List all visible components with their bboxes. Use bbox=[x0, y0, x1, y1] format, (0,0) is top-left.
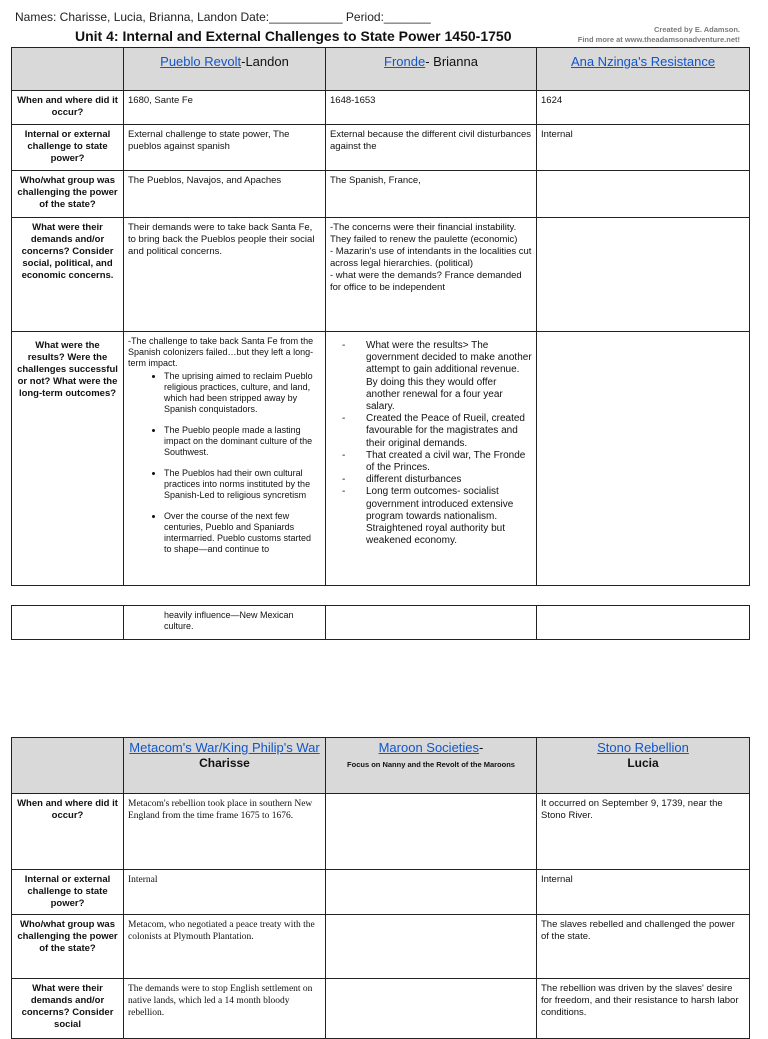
col-header-ana-nzinga bbox=[537, 48, 750, 91]
metacom-war-link[interactable]: Metacom's War/King Philip's War bbox=[129, 740, 320, 755]
list-item: • The Pueblos had their own cultural practices into norms instituted by the Spanish-Led to religious syncretism bbox=[164, 468, 321, 501]
continuation-nzinga-cell bbox=[537, 606, 750, 640]
fronde-author: - Brianna bbox=[425, 54, 478, 69]
row-label-who: Who/what group was challenging the power of the state? bbox=[12, 171, 124, 218]
stono-author: Lucia bbox=[627, 756, 659, 770]
maroon-suffix: - bbox=[479, 740, 484, 755]
cell-who-metacom: Metacom, who negotiated a peace treaty with the colonists at Plymouth Plantation. bbox=[124, 915, 326, 979]
cell-when-pueblo: 1680, Sante Fe bbox=[124, 91, 326, 125]
list-item: - What were the results> The government decided to make another attempt to gain additional revenue. By doing this they would offer another renewal for a four year salary. bbox=[354, 340, 532, 413]
cell-internal-maroon bbox=[326, 870, 537, 915]
challenges-table-1 bbox=[11, 47, 750, 586]
stono-rebellion-link[interactable]: Stono Rebellion bbox=[597, 740, 689, 755]
cell-who-stono: The slaves rebelled and challenged the power of the state. bbox=[537, 915, 750, 979]
fronde-demand-line: -The concerns were their financial instability. They failed to renew the paulette (economic) bbox=[330, 222, 518, 245]
cell-who-nzinga bbox=[537, 171, 750, 218]
credit-line-2: Find more at www.theadamsonadventure.net! bbox=[577, 35, 740, 44]
fronde-link[interactable]: Fronde bbox=[384, 54, 426, 69]
corner-cell bbox=[12, 738, 124, 794]
cell-who-pueblo: The Pueblos, Navajos, and Apaches bbox=[124, 171, 326, 218]
row-label-internal: Internal or external challenge to state power? bbox=[12, 125, 124, 171]
row-label-results: What were the results? Were the challenges successful or not? What were the long-term outcomes? bbox=[12, 332, 124, 586]
corner-cell bbox=[12, 48, 124, 91]
fronde-results-list bbox=[330, 340, 532, 547]
cell-who-maroon bbox=[326, 915, 537, 979]
continuation-table bbox=[11, 605, 750, 640]
cell-results-nzinga bbox=[537, 332, 750, 586]
cell-internal-pueblo: External challenge to state power, The pueblos against spanish bbox=[124, 125, 326, 171]
cell-when-fronde: 1648-1653 bbox=[326, 91, 537, 125]
names-date-period-line: Names: Charisse, Lucia, Brianna, Landon Date:___________ Period:_______ bbox=[15, 10, 431, 24]
cell-demands-maroon bbox=[326, 979, 537, 1039]
continuation-label-cell bbox=[12, 606, 124, 640]
continuation-fronde-cell bbox=[326, 606, 537, 640]
cell-internal-fronde: External because the different civil disturbances against the bbox=[326, 125, 537, 171]
cell-internal-stono: Internal bbox=[537, 870, 750, 915]
col-header-maroon bbox=[326, 738, 537, 794]
list-item: • Over the course of the next few centuries, Pueblo and Spaniards intermarried. Pueblo customs started to shape—and continue to bbox=[164, 511, 321, 555]
pueblo-revolt-link[interactable]: Pueblo Revolt bbox=[160, 54, 242, 69]
row-label-when: When and where did it occur? bbox=[12, 91, 124, 125]
maroon-societies-link[interactable]: Maroon Societies bbox=[378, 740, 480, 755]
continuation-text: heavily influence—New Mexican culture. bbox=[164, 610, 294, 631]
unit-title: Unit 4: Internal and External Challenges to State Power 1450-1750 bbox=[75, 28, 512, 44]
col-header-fronde bbox=[326, 48, 537, 91]
cell-when-maroon bbox=[326, 794, 537, 870]
cell-internal-metacom: Internal bbox=[124, 870, 326, 915]
fronde-demand-line: - Mazarin's use of intendants in the localities cut across legal hierarchies. (political) bbox=[330, 246, 532, 269]
cell-internal-nzinga: Internal bbox=[537, 125, 750, 171]
col-header-pueblo-revolt bbox=[124, 48, 326, 91]
pueblo-results-intro: -The challenge to take back Santa Fe from the Spanish colonizers failed…but they left a long-term impact. bbox=[128, 336, 314, 368]
continuation-pueblo-cell bbox=[124, 606, 326, 640]
list-item: • The uprising aimed to reclaim Pueblo religious practices, culture, and land, which had been stripped away by Spanish conquistadors. bbox=[164, 371, 321, 415]
pueblo-results-list bbox=[128, 371, 321, 555]
fronde-demand-line: - what were the demands? France demanded for office to be independent bbox=[330, 270, 522, 293]
list-item: • The Pueblo people made a lasting impact on the dominant culture of the Southwest. bbox=[164, 425, 321, 458]
cell-demands-pueblo: Their demands were to take back Santa Fe, to bring back the Pueblos people their social and political concerns. bbox=[124, 218, 326, 332]
cell-when-nzinga: 1624 bbox=[537, 91, 750, 125]
challenges-table-2 bbox=[11, 737, 750, 1039]
cell-demands-metacom: The demands were to stop English settlement on native lands, which led a 14 month bloody rebellion. bbox=[124, 979, 326, 1039]
cell-demands-fronde bbox=[326, 218, 537, 332]
cell-who-fronde: The Spanish, France, bbox=[326, 171, 537, 218]
cell-demands-stono: The rebellion was driven by the slaves' desire for freedom, and their resistance to harsh labor conditions. bbox=[537, 979, 750, 1039]
list-item: - That created a civil war, The Fronde of the Princes. bbox=[354, 450, 532, 474]
row-label-internal: Internal or external challenge to state power? bbox=[12, 870, 124, 915]
col-header-stono bbox=[537, 738, 750, 794]
list-item: - different disturbances bbox=[354, 474, 532, 486]
credit-line-1: Created by E. Adamson. bbox=[654, 25, 740, 34]
cell-results-fronde bbox=[326, 332, 537, 586]
row-label-demands: What were their demands and/or concerns? Consider social bbox=[12, 979, 124, 1039]
cell-when-metacom: Metacom's rebellion took place in southern New England from the time frame 1675 to 1676. bbox=[124, 794, 326, 870]
row-label-demands: What were their demands and/or concerns? Consider social, political, and economic concerns. bbox=[12, 218, 124, 332]
cell-results-pueblo bbox=[124, 332, 326, 586]
row-label-when: When and where did it occur? bbox=[12, 794, 124, 870]
credit-note bbox=[578, 25, 740, 45]
row-label-who: Who/what group was challenging the power of the state? bbox=[12, 915, 124, 979]
list-item: - Created the Peace of Rueil, created favourable for the magistrates and their original demands. bbox=[354, 413, 532, 450]
cell-demands-nzinga bbox=[537, 218, 750, 332]
maroon-focus-note: Focus on Nanny and the Revolt of the Maroons bbox=[347, 760, 515, 769]
list-item: - Long term outcomes- socialist government introduced extensive program towards nationalism. Straightened royal authority but weakened economy. bbox=[354, 486, 532, 547]
pueblo-revolt-author: -Landon bbox=[241, 54, 289, 69]
cell-when-stono: It occurred on September 9, 1739, near the Stono River. bbox=[537, 794, 750, 870]
ana-nzinga-link[interactable]: Ana Nzinga's Resistance bbox=[570, 54, 716, 69]
col-header-metacom bbox=[124, 738, 326, 794]
metacom-author: Charisse bbox=[199, 756, 250, 770]
